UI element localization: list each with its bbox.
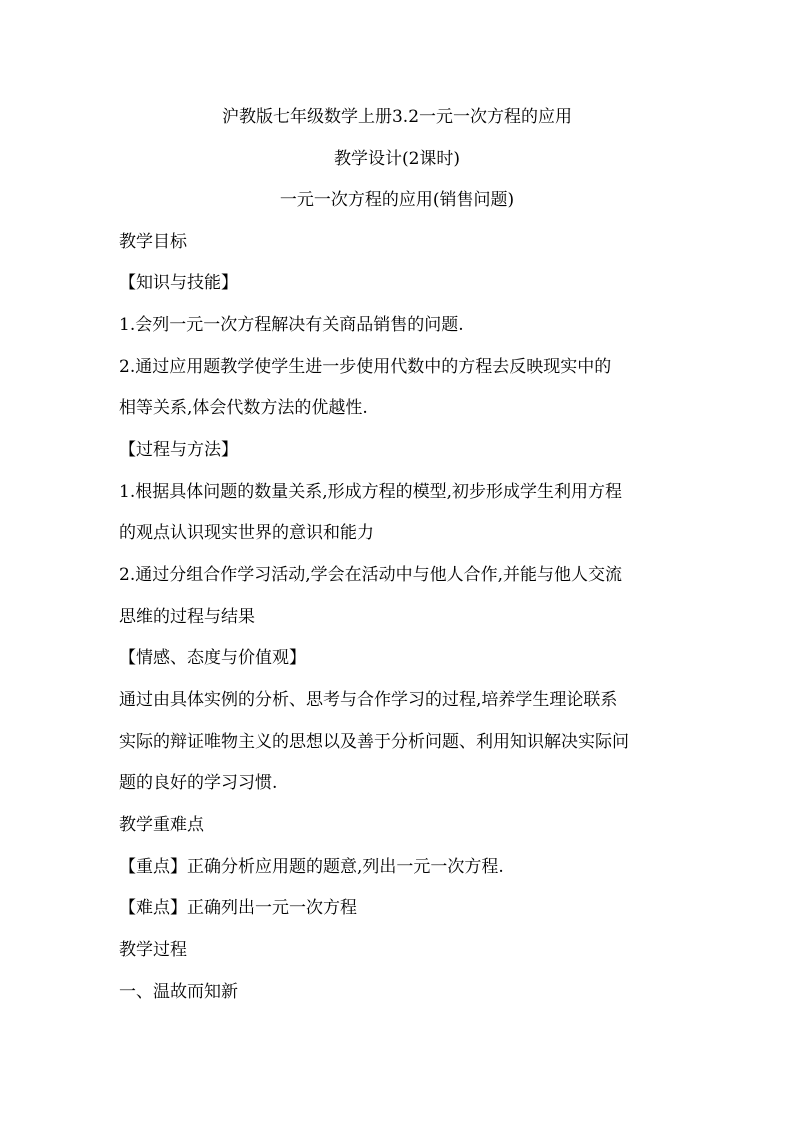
key-point: 【重点】正确分析应用题的题意,列出一元一次方程. — [119, 857, 504, 877]
knowledge-item-2-line-2: 相等关系,体会代数方法的优越性. — [119, 398, 368, 418]
review-section-heading: 一、温故而知新 — [119, 982, 238, 1002]
emotion-text-line-2: 实际的辩证唯物主义的思想以及善于分析问题、利用知识解决实际问 — [119, 732, 629, 752]
emotion-text-line-1: 通过由具体实例的分析、思考与合作学习的过程,培养学生理论联系 — [119, 690, 618, 710]
emotion-values-heading: 【情感、态度与价值观】 — [119, 648, 306, 668]
difficult-point: 【难点】正确列出一元一次方程 — [119, 898, 357, 918]
process-item-1-line-1: 1.根据具体问题的数量关系,形成方程的模型,初步形成学生利用方程 — [119, 482, 623, 502]
emotion-text-line-3: 题的良好的学习习惯. — [119, 773, 278, 793]
process-item-1-line-2: 的观点认识现实世界的意识和能力 — [119, 523, 374, 543]
teaching-goals-heading: 教学目标 — [119, 232, 187, 252]
knowledge-item-2-line-1: 2.通过应用题教学使学生进一步使用代数中的方程去反映现实中的 — [119, 357, 612, 377]
key-difficult-heading: 教学重难点 — [119, 815, 204, 835]
process-item-2-line-2: 思维的过程与结果 — [119, 607, 255, 627]
knowledge-skills-heading: 【知识与技能】 — [119, 273, 238, 293]
document-subtitle: 教学设计(2课时) — [333, 149, 461, 169]
document-title: 沪教版七年级数学上册3.2一元一次方程的应用 — [221, 107, 573, 127]
teaching-process-heading: 教学过程 — [119, 940, 187, 960]
knowledge-item-1: 1.会列一元一次方程解决有关商品销售的问题. — [119, 315, 464, 335]
lesson-title: 一元一次方程的应用(销售问题) — [279, 190, 515, 210]
process-methods-heading: 【过程与方法】 — [119, 440, 238, 460]
process-item-2-line-1: 2.通过分组合作学习活动,学会在活动中与他人合作,并能与他人交流 — [119, 565, 623, 585]
